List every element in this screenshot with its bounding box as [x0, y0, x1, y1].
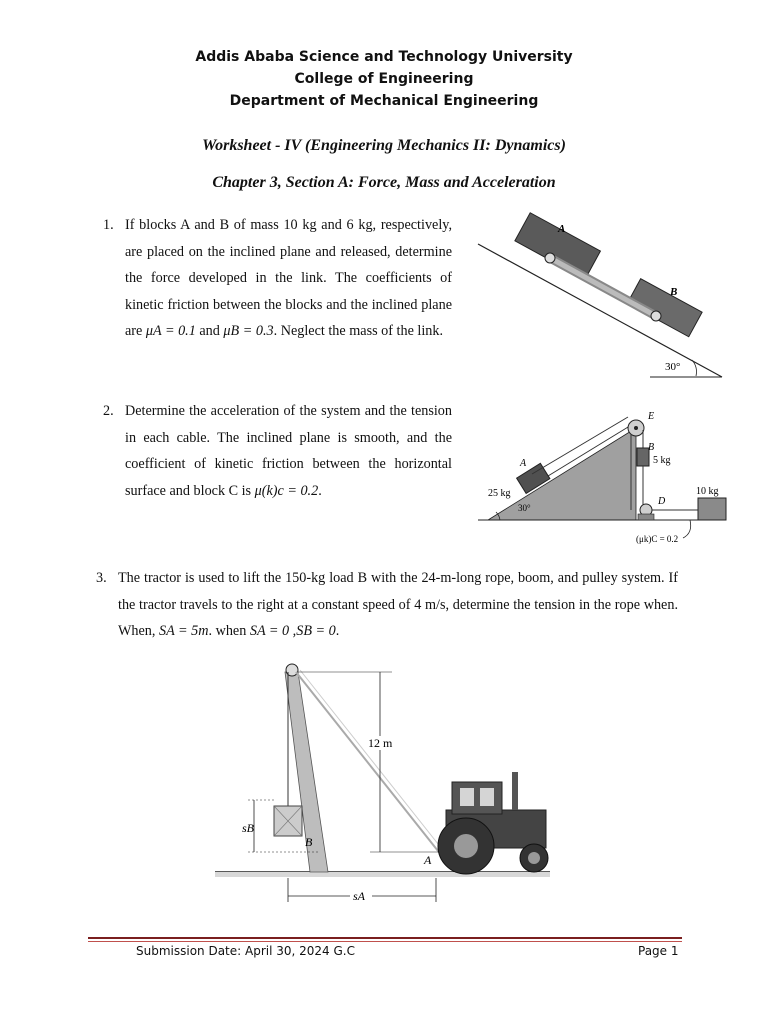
- block-c-10kg: [698, 498, 726, 520]
- problem-2-mu-c: μ(k)c = 0.2: [254, 482, 319, 499]
- problem-2-number: 2.: [103, 403, 114, 419]
- university-name: Addis Ababa Science and Technology University: [195, 49, 573, 65]
- department-name: Department of Mechanical Engineering: [229, 93, 539, 109]
- problem-1-mu-b: μB = 0.3: [223, 323, 274, 339]
- page-number: Page 1: [638, 944, 679, 958]
- problem-1-text-a: If blocks A and B of mass 10 kg and 6 kg, respectively, are placed on the inclined plane and released, determine the force developed in the link. The coefficients of kinetic friction between the blocks and the inclined plane are: [125, 217, 452, 339]
- fig2-label-d: D: [658, 496, 666, 507]
- pin-a: [545, 253, 555, 263]
- fig2-label-a: A: [520, 458, 527, 469]
- fig2-mass-b: 5 kg: [653, 455, 671, 466]
- fig2-mass-c: 10 kg: [696, 486, 719, 497]
- problem-1-mu-a: μA = 0.1: [145, 323, 196, 339]
- label-sa: sA: [353, 889, 365, 903]
- label-sb: sB: [242, 821, 254, 835]
- footer-rule-bottom: [88, 941, 682, 942]
- smooth-incline: [488, 428, 636, 520]
- problem-3-text-b: . when: [208, 623, 250, 639]
- worksheet-title: Worksheet - IV (Engineering Mechanics II: Dynamics): [202, 137, 566, 154]
- problem-2-text-a: Determine the acceleration of the system and the tension in each cable. The inclined plane is smooth, and the coefficient of kinetic friction between the horizontal surface and block C is: [125, 403, 452, 499]
- problem-1-text: [125, 212, 452, 345]
- problem-2-figure: [478, 408, 738, 548]
- fig1-label-b: B: [670, 286, 678, 298]
- height-label: 12 m: [368, 736, 393, 750]
- footer-rule-top: [88, 937, 682, 939]
- fig2-label-e: E: [648, 411, 655, 422]
- college-name: College of Engineering: [294, 71, 474, 87]
- fig2-angle: 30°: [518, 503, 531, 513]
- fig2-label-b: B: [648, 442, 655, 453]
- problem-1-number: 1.: [103, 217, 114, 233]
- fig2-mass-a: 25 kg: [488, 488, 511, 499]
- problem-3-text: [118, 565, 678, 645]
- problem-3-text-c: .: [335, 623, 340, 639]
- label-b: B: [305, 835, 313, 849]
- problem-3-number: 3.: [96, 570, 107, 586]
- pin-b: [651, 311, 661, 321]
- problem-1-text-b: and: [195, 323, 224, 339]
- label-a: A: [424, 853, 432, 867]
- fig1-label-a: A: [558, 223, 566, 235]
- problem-2-text: [125, 398, 452, 504]
- chapter-title: Chapter 3, Section A: Force, Mass and Acceleration: [212, 174, 556, 191]
- problem-3-cond-1: SA = 5m: [158, 623, 209, 639]
- tractor: [438, 772, 548, 874]
- problem-2-text-b: .: [318, 482, 322, 499]
- problem-3-figure: [210, 660, 560, 910]
- problem-1-text-c: . Neglect the mass of the link.: [273, 323, 444, 339]
- fig1-angle: 30°: [665, 361, 681, 373]
- problem-1-figure: [470, 212, 730, 382]
- problem-3-cond-2: SA = 0 ,SB = 0: [249, 623, 336, 639]
- submission-date: Submission Date: April 30, 2024 G.C: [136, 944, 355, 958]
- problem-3-text-a: The tractor is used to lift the 150-kg load B with the 24-m-long rope, boom, and pulley system. If the tractor travels to the right at a constant speed of 4 m/s, determine the tension in the rope when. When,: [118, 570, 678, 639]
- fig2-friction: (μk)C = 0.2: [636, 534, 679, 544]
